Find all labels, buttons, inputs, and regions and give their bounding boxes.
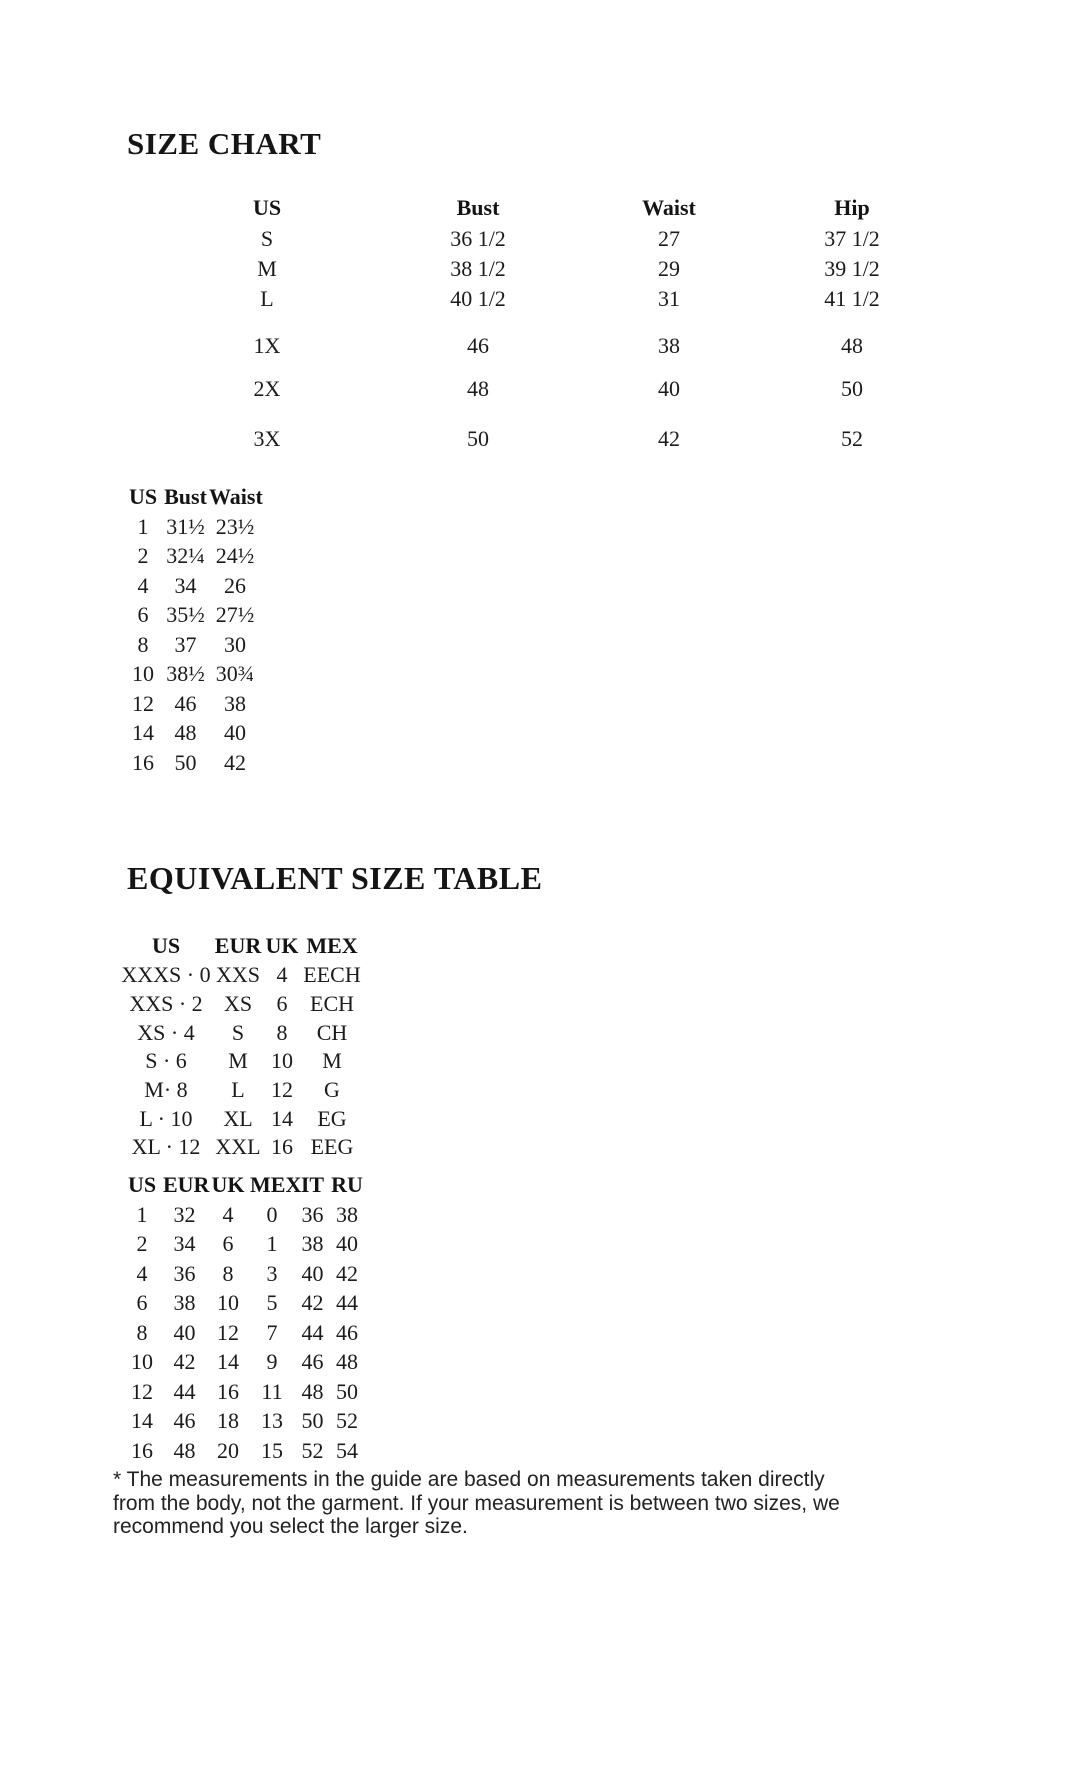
table-cell: S · 6 — [145, 1048, 187, 1074]
table-header-row — [124, 482, 261, 512]
table-cell: 14 — [131, 1408, 153, 1434]
table-cell: 38 — [224, 690, 246, 716]
table-cell: 0 — [266, 1201, 278, 1227]
table-cell: 50 — [174, 749, 197, 775]
table-row — [121, 1289, 363, 1319]
table-cell: L · 10 — [139, 1105, 193, 1131]
table-cell: 1 — [266, 1231, 278, 1257]
table-row — [124, 748, 261, 778]
table-cell: 10 — [217, 1290, 239, 1316]
table-cell: 6 — [276, 991, 288, 1017]
table-cell: 52 — [841, 426, 863, 451]
column-header: IT — [300, 1172, 325, 1197]
numeric-size-table — [124, 482, 261, 778]
column-header: Bust — [164, 484, 207, 509]
table-cell: 12 — [132, 690, 154, 716]
table-cell: 8 — [136, 1319, 148, 1345]
table-cell: 38 — [336, 1201, 358, 1227]
table-cell: 42 — [336, 1260, 358, 1286]
table-cell: 11 — [261, 1378, 283, 1404]
table-header-row — [156, 192, 944, 224]
table-cell: 50 — [467, 426, 489, 451]
equivalent-letter-table — [120, 931, 364, 1162]
table-row — [121, 1318, 363, 1348]
table-cell: 24½ — [215, 543, 255, 569]
table-row — [124, 601, 261, 631]
table-cell: 40 — [301, 1260, 324, 1286]
table-cell: S — [260, 226, 274, 251]
table-cell: 4 — [137, 572, 149, 598]
table-cell: 44 — [301, 1319, 324, 1345]
table-cell: L — [260, 286, 274, 311]
table-row — [121, 1348, 363, 1378]
table-cell: 30 — [224, 631, 246, 657]
table-row — [156, 224, 944, 254]
equivalent-size-table-title: EQUIVALENT SIZE TABLE — [127, 860, 543, 896]
table-row — [120, 961, 364, 990]
footnote-line: from the body, not the garment. If your measurement is between two sizes, we — [113, 1491, 840, 1515]
table-row — [156, 414, 944, 464]
table-row — [156, 314, 944, 364]
table-cell: 42 — [658, 426, 680, 451]
table-cell: 26 — [224, 572, 246, 598]
table-cell: 6 — [136, 1290, 148, 1316]
table-cell: 42 — [173, 1349, 196, 1375]
table-cell: G — [324, 1077, 340, 1103]
table-cell: 14 — [217, 1349, 239, 1375]
table-cell: 12 — [131, 1378, 153, 1404]
table-cell: 54 — [336, 1437, 358, 1463]
table-cell: 3 — [266, 1260, 278, 1286]
table-row — [121, 1200, 363, 1230]
column-header: EUR — [163, 1172, 210, 1197]
footnote-line: * The measurements in the guide are based on measurements taken directly — [113, 1468, 825, 1491]
table-cell: XXS · 2 — [129, 991, 203, 1017]
table-cell: 15 — [261, 1437, 283, 1463]
table-row — [120, 1047, 364, 1076]
table-cell: 14 — [132, 720, 154, 746]
table-cell: 8 — [137, 631, 149, 657]
column-header: US — [151, 933, 181, 958]
table-cell: M — [228, 1048, 248, 1074]
table-row — [124, 630, 261, 660]
table-cell: 2 — [136, 1231, 148, 1257]
table-cell: M — [257, 256, 277, 281]
column-header: Waist — [642, 195, 696, 220]
table-cell: 9 — [266, 1349, 278, 1375]
table-row — [124, 689, 261, 719]
column-header: Waist — [209, 484, 263, 509]
column-header: UK — [211, 1172, 245, 1197]
table-header-row — [121, 1170, 363, 1200]
table-cell: 44 — [336, 1290, 358, 1316]
table-cell: 6 — [137, 602, 149, 628]
table-cell: 1 — [136, 1201, 148, 1227]
table-row — [156, 254, 944, 284]
table-cell: 2X — [253, 376, 281, 401]
table-cell: 18 — [217, 1408, 239, 1434]
table-cell: 32¼ — [166, 543, 205, 569]
table-cell: 27½ — [215, 602, 255, 628]
table-cell: 8 — [222, 1260, 234, 1286]
column-header: US — [128, 484, 158, 509]
table-cell: 40 — [224, 720, 246, 746]
table-cell: 38 — [301, 1231, 324, 1257]
table-cell: EEG — [310, 1134, 354, 1160]
table-row — [121, 1230, 363, 1260]
table-cell: 10 — [132, 661, 154, 687]
table-cell: 48 — [174, 720, 197, 746]
table-cell: CH — [316, 1019, 348, 1045]
column-header: Bust — [456, 195, 500, 220]
table-row — [121, 1259, 363, 1289]
table-cell: 36 — [173, 1260, 196, 1286]
table-cell: 16 — [131, 1437, 153, 1463]
size-chart-title: SIZE CHART — [127, 126, 322, 161]
table-cell: 50 — [301, 1408, 324, 1434]
table-cell: 48 — [336, 1349, 358, 1375]
table-cell: ECH — [310, 991, 354, 1017]
table-cell: 2 — [137, 543, 149, 569]
table-cell: 40 — [173, 1319, 196, 1345]
table-row — [156, 284, 944, 314]
table-row — [124, 571, 261, 601]
column-header: US — [252, 195, 282, 220]
table-row — [124, 512, 261, 542]
table-cell: 13 — [261, 1408, 283, 1434]
table-cell: 37 1/2 — [824, 226, 880, 251]
table-row — [124, 660, 261, 690]
table-cell: 36 — [301, 1201, 324, 1227]
table-cell: 4 — [222, 1201, 234, 1227]
table-cell: XXL — [215, 1134, 261, 1160]
table-cell: 40 — [658, 376, 680, 401]
table-cell: EECH — [303, 962, 361, 988]
table-cell: 38 — [173, 1290, 196, 1316]
table-row — [121, 1377, 363, 1407]
column-header: MEX — [250, 1172, 302, 1197]
table-cell: 42 — [301, 1290, 324, 1316]
table-cell: 35½ — [166, 602, 205, 628]
table-cell: 38½ — [166, 661, 205, 687]
table-row — [124, 719, 261, 749]
table-cell: 5 — [266, 1290, 278, 1316]
table-cell: 34 — [173, 1231, 196, 1257]
table-cell: 8 — [276, 1019, 288, 1045]
table-cell: 31½ — [166, 513, 205, 539]
table-cell: 42 — [224, 749, 246, 775]
table-cell: XS · 4 — [137, 1019, 195, 1045]
table-cell: 1X — [253, 333, 281, 358]
table-cell: 50 — [336, 1378, 358, 1404]
column-header: Hip — [834, 195, 870, 220]
table-cell: 16 — [217, 1378, 239, 1404]
table-row — [120, 1076, 364, 1105]
measurement-footnote — [113, 1468, 840, 1539]
column-header: RU — [331, 1172, 363, 1197]
table-row — [120, 1104, 364, 1133]
table-cell: XL — [223, 1105, 253, 1131]
table-cell: 31 — [658, 286, 680, 311]
table-cell: 40 — [336, 1231, 358, 1257]
table-row — [121, 1436, 363, 1466]
column-header: MEX — [306, 933, 358, 958]
table-cell: 20 — [217, 1437, 239, 1463]
table-cell: XL · 12 — [131, 1134, 201, 1160]
table-cell: 34 — [174, 572, 197, 598]
table-cell: 27 — [658, 226, 680, 251]
table-cell: 16 — [132, 749, 154, 775]
table-cell: 46 — [174, 690, 197, 716]
table-row — [156, 364, 944, 414]
table-cell: 48 — [467, 376, 489, 401]
table-cell: 30¾ — [215, 661, 255, 687]
table-cell: 39 1/2 — [824, 256, 880, 281]
table-row — [121, 1407, 363, 1437]
table-cell: 6 — [222, 1231, 234, 1257]
table-cell: S — [231, 1019, 245, 1045]
table-cell: 46 — [336, 1319, 358, 1345]
table-cell: 3X — [253, 426, 281, 451]
table-cell: 38 — [658, 333, 680, 358]
column-header: UK — [265, 933, 299, 958]
table-cell: 10 — [271, 1048, 293, 1074]
table-cell: XXS — [215, 962, 260, 988]
table-header-row — [120, 931, 364, 961]
table-cell: XXXS · 0 — [121, 962, 211, 988]
table-cell: 10 — [131, 1349, 153, 1375]
table-cell: 48 — [841, 333, 863, 358]
table-cell: 16 — [271, 1134, 293, 1160]
table-cell: 48 — [173, 1437, 196, 1463]
table-cell: 29 — [658, 256, 680, 281]
equivalent-numeric-table — [121, 1170, 363, 1466]
table-cell: XS — [223, 991, 253, 1017]
table-cell: 37 — [174, 631, 197, 657]
table-cell: 7 — [266, 1319, 278, 1345]
column-header: US — [127, 1172, 157, 1197]
table-cell: 1 — [137, 513, 149, 539]
table-cell: 23½ — [215, 513, 255, 539]
letter-size-table — [156, 192, 944, 464]
table-cell: 46 — [467, 333, 489, 358]
table-cell: L — [231, 1077, 245, 1103]
table-cell: 52 — [301, 1437, 324, 1463]
table-cell: M — [322, 1048, 342, 1074]
table-cell: 44 — [173, 1378, 196, 1404]
table-cell: M· 8 — [144, 1077, 188, 1103]
table-row — [120, 990, 364, 1019]
table-cell: 38 1/2 — [450, 256, 506, 281]
table-cell: 52 — [336, 1408, 358, 1434]
table-cell: 12 — [217, 1319, 239, 1345]
table-row — [120, 1018, 364, 1047]
table-cell: 12 — [271, 1077, 293, 1103]
table-cell: 50 — [841, 376, 863, 401]
table-cell: 40 1/2 — [450, 286, 506, 311]
table-cell: 46 — [301, 1349, 324, 1375]
table-cell: 48 — [301, 1378, 324, 1404]
table-row — [124, 542, 261, 572]
table-cell: EG — [317, 1105, 347, 1131]
footnote-line: recommend you select the larger size. — [113, 1515, 468, 1538]
table-cell: 36 1/2 — [450, 226, 506, 251]
column-header: EUR — [214, 933, 262, 958]
table-cell: 32 — [173, 1201, 196, 1227]
table-cell: 46 — [173, 1408, 196, 1434]
table-row — [120, 1133, 364, 1162]
table-cell: 4 — [276, 962, 288, 988]
table-cell: 14 — [271, 1105, 293, 1131]
table-cell: 4 — [136, 1260, 148, 1286]
table-cell: 41 1/2 — [824, 286, 880, 311]
